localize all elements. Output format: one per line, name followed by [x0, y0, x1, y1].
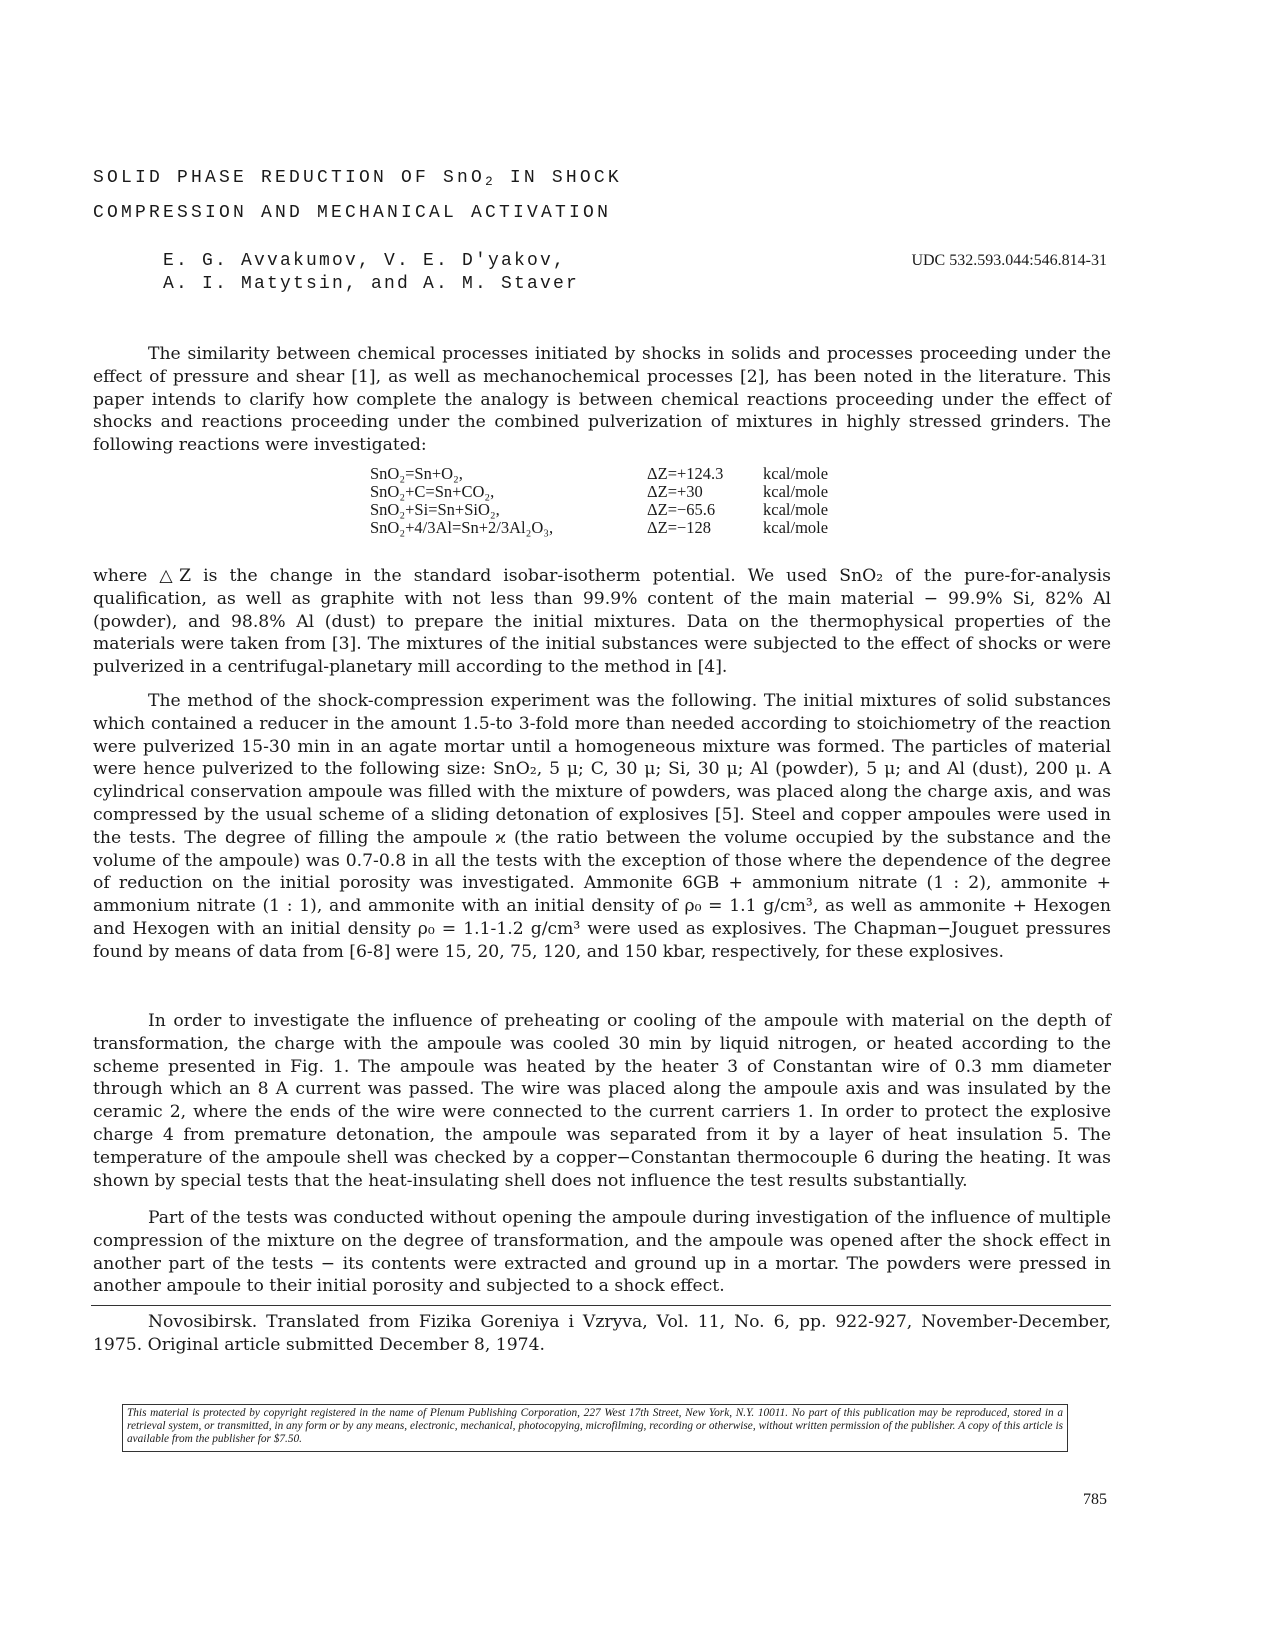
equation-delta-z: ΔZ=+30 — [647, 482, 703, 501]
authors-line-2: A. I. Matytsin, and A. M. Staver — [163, 274, 580, 294]
equation-unit: kcal/mole — [763, 518, 829, 537]
tests-paragraph-text: Part of the tests was conducted without opening the ampoule during investigation of the influence of multiple compression of the mixture on the degree of transformation, and the ampoule was opened after the shock effect in another part of the tests − its contents were extracted and ground up in a mortar. The powders were pressed in another ampoule to their initial porosity and subjected to a shock effect. — [93, 1208, 1111, 1297]
udc-code: UDC 532.593.044:546.814-31 — [911, 252, 1107, 269]
title-subscript: 2 — [485, 175, 496, 190]
equation-reaction: SnO₂+C=Sn+CO₂, — [370, 482, 495, 501]
translation-footnote — [93, 1311, 1111, 1357]
equation-delta-z: ΔZ=−128 — [647, 518, 712, 537]
method-paragraph — [93, 690, 1111, 964]
reaction-equations — [370, 465, 828, 537]
intro-paragraph — [93, 343, 1111, 457]
authors-line-1: E. G. Avvakumov, V. E. D'yakov, — [163, 251, 567, 271]
equation-delta-z: ΔZ=+124.3 — [647, 464, 724, 483]
equation-reaction: SnO₂+4/3Al=Sn+2/3Al₂O₃, — [370, 518, 554, 537]
translation-footnote-text: Novosibirsk. Translated from Fizika Goreniya i Vzryva, Vol. 11, No. 6, pp. 922-927, November-December, 1975. Original article submitted December 8, 1974. — [93, 1312, 1111, 1355]
title-text-a: SOLID PHASE REDUCTION OF SnO — [93, 168, 486, 188]
materials-paragraph: where △Z is the change in the standard isobar-isotherm potential. We used SnO₂ of the pure-for-analysis qualification, as well as graphite with not less than 99.9% content of the main material − 99.9% Si, 82% Al (powder), and 98.8% Al (dust) to prepare the initial mixtures. Data on the thermophysical properties of the materials were taken from [3]. The mixtures of the initial substances were subjected to the effect of shocks or were pulverized in a centrifugal-planetary mill according to the method in [4]. — [93, 566, 1111, 678]
equation-reaction: SnO₂+Si=Sn+SiO₂, — [370, 500, 500, 519]
method-paragraph-text: The method of the shock-compression experiment was the following. The initial mixtures of solid substances which contained a reducer in the amount 1.5-to 3-fold more than needed according to stoichiometry of the reaction were pulverized 15-30 min in an agate mortar until a homogeneous mixture was formed. The particles of material were hence pulverized to the following size: SnO₂, 5 μ; C, 30 μ; Si, 30 μ; Al (powder), 5 μ; and Al (dust), 200 μ. A cylindrical conservation ampoule was filled with the mixture of powders, was placed along the charge axis, and was compressed by the usual scheme of a sliding detonation of explosives [5]. Steel and copper ampoules were used in the tests. The degree of filling the ampoule ϰ (the ratio between the volume occupied by the substance and the volume of the ampoule) was 0.7-0.8 in all the tests with the exception of those where the dependence of the degree of reduction on the initial porosity was investigated. Ammonite 6GB + ammonium nitrate (1 : 2), ammonite + ammonium nitrate (1 : 1), and ammonite with an initial density of ρ₀ = 1.1 g/cm³, as well as ammonite + Hexogen and Hexogen with an initial density ρ₀ = 1.1-1.2 g/cm³ were used as explosives. The Chapman−Jouguet pressures found by means of data from [6-8] were 15, 20, 75, 120, and 150 kbar, respectively, for these explosives. — [93, 691, 1111, 962]
title-text-b: IN SHOCK — [495, 168, 622, 188]
copyright-notice: This material is protected by copyright registered in the name of Plenum Publishing Corporation, 227 West 17th Street, New York, N.Y. 10011. No part of this publication may be reproduced, stored in a retrieval system, or transmitted, in any form or by any means, electronic, mechanical, photocopying, microfilming, recording or otherwise, without written permission of the publisher. A copy of this article is available from the publisher for $7.50. — [122, 1404, 1068, 1452]
paper-title-line-1 — [93, 168, 622, 188]
tests-paragraph — [93, 1207, 1111, 1298]
heating-paragraph — [93, 1010, 1111, 1192]
heating-paragraph-text: In order to investigate the influence of preheating or cooling of the ampoule with material on the depth of transformation, the charge with the ampoule was cooled 30 min by liquid nitrogen, or heated according to the scheme presented in Fig. 1. The ampoule was heated by the heater 3 of Constantan wire of 0.3 mm diameter through which an 8 A current was passed. The wire was placed along the ampoule axis and was insulated by the ceramic 2, where the ends of the wire were connected to the current carriers 1. In order to protect the explosive charge 4 from premature detonation, the ampoule was separated from it by a layer of heat insulation 5. The temperature of the ampoule shell was checked by a copper−Constantan thermocouple 6 during the heating. It was shown by special tests that the heat-insulating shell does not influence the test results substantially. — [93, 1011, 1111, 1191]
paper-title-line-2: COMPRESSION AND MECHANICAL ACTIVATION — [93, 203, 612, 223]
footnote-divider — [91, 1305, 1111, 1306]
equation-unit: kcal/mole — [763, 500, 829, 519]
equation-row — [370, 501, 828, 519]
equation-unit: kcal/mole — [763, 464, 829, 483]
intro-paragraph-text: The similarity between chemical processes initiated by shocks in solids and processes proceeding under the effect of pressure and shear [1], as well as mechanochemical processes [2], has been noted in the literature. This paper intends to clarify how complete the analogy is between chemical reactions proceeding under the effect of shocks and reactions proceeding under the combined pulverization of mixtures in highly stressed grinders. The following reactions were investigated: — [93, 344, 1111, 456]
equation-reaction: SnO₂=Sn+O₂, — [370, 464, 463, 483]
equation-row — [370, 483, 828, 501]
equation-delta-z: ΔZ=−65.6 — [647, 500, 716, 519]
page-number: 785 — [1083, 1491, 1107, 1508]
equation-row — [370, 465, 828, 483]
equation-row — [370, 519, 828, 537]
equation-unit: kcal/mole — [763, 482, 829, 501]
